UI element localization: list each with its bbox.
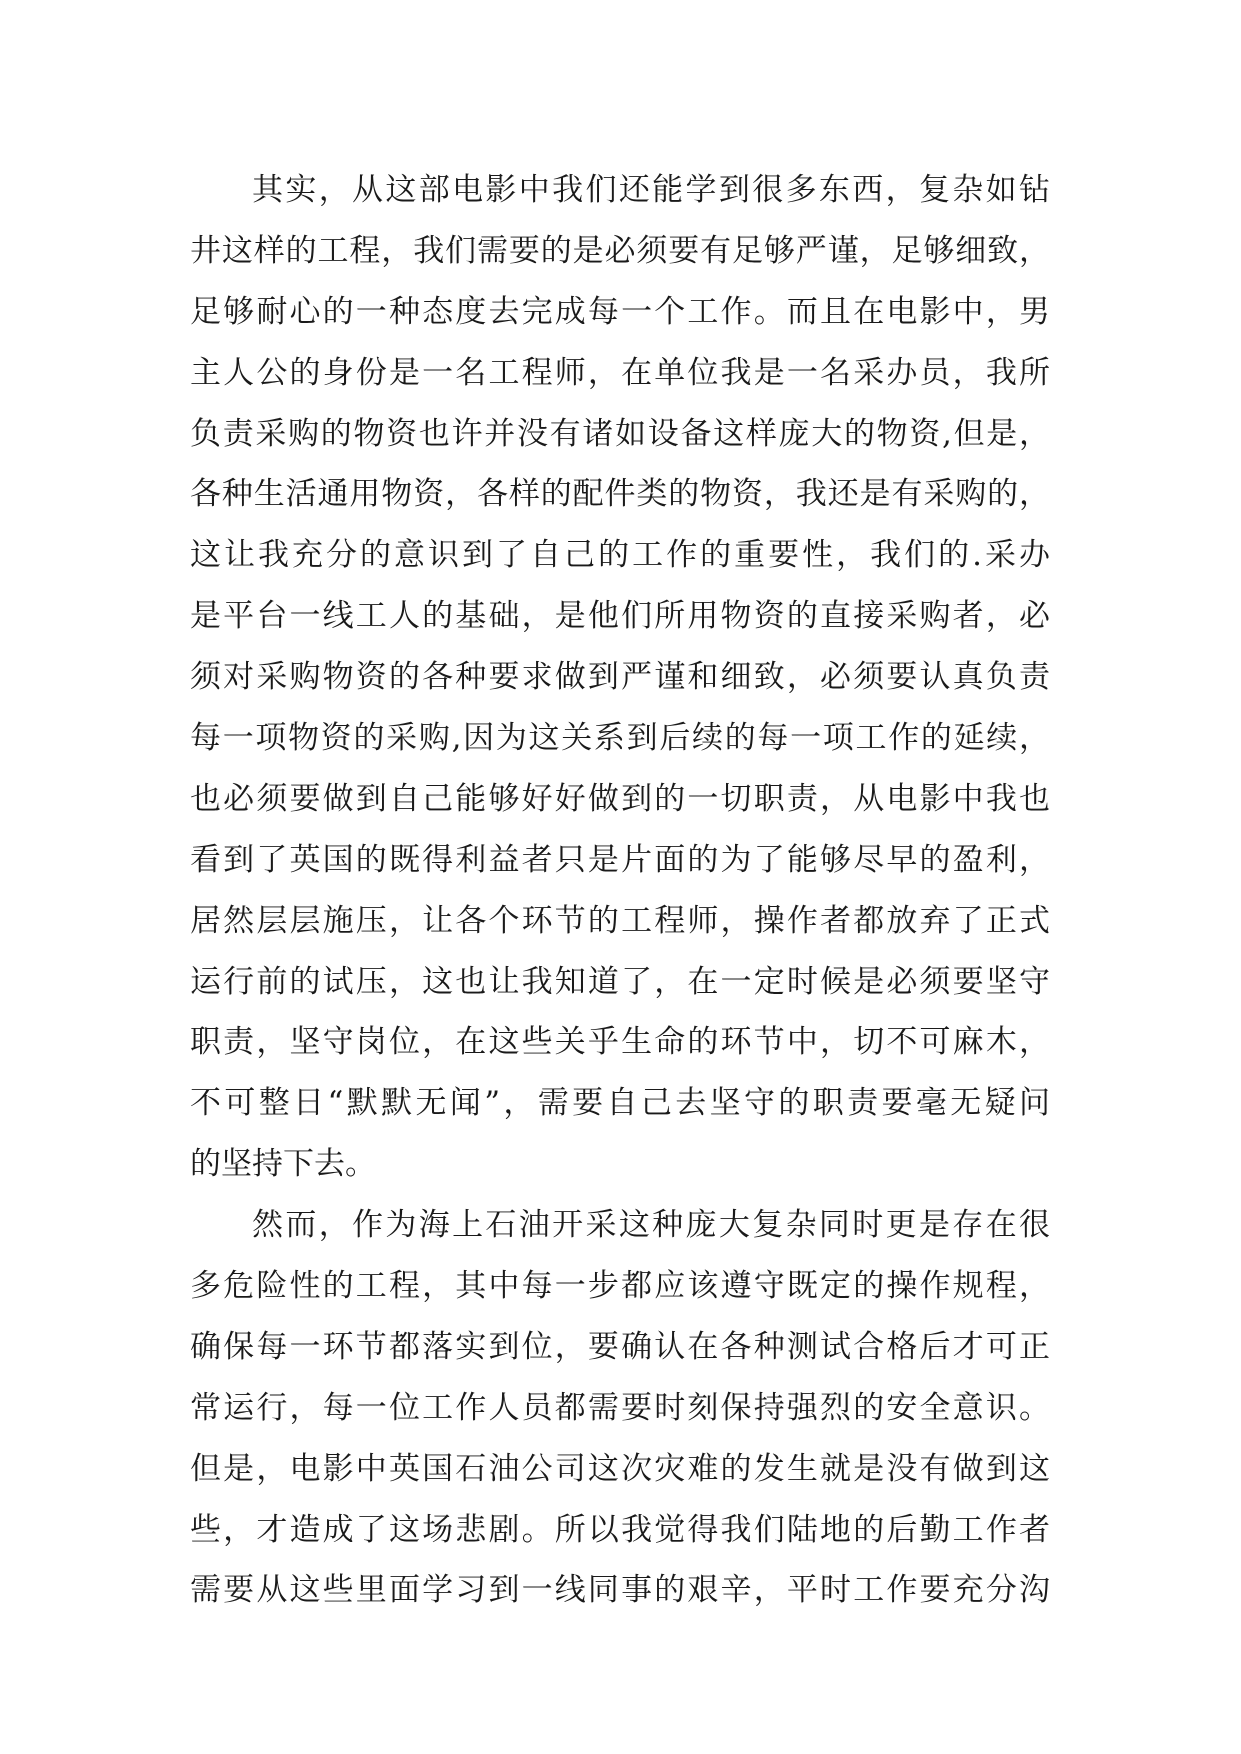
- text-line: 需要从这些里面学习到一线同事的艰辛，平时工作要充分沟: [190, 1572, 1050, 1609]
- text-line: 须对采购物资的各种要求做到严谨和细致，必须要认真负责: [190, 659, 1050, 696]
- text-line: 井这样的工程，我们需要的是必须要有足够严谨，足够细致，: [190, 232, 1050, 269]
- text-line: 运行前的试压，这也让我知道了，在一定时候是必须要坚守: [190, 963, 1050, 1000]
- text-line: 看到了英国的既得利益者只是片面的为了能够尽早的盈利，: [190, 841, 1050, 878]
- body-text: [190, 160, 1050, 1621]
- text-line: 每一项物资的采购,因为这关系到后续的每一项工作的延续，: [190, 720, 1050, 757]
- text-line: 其实，从这部电影中我们还能学到很多东西，复杂如钻: [252, 172, 1050, 208]
- text-line: 些，才造成了这场悲剧。所以我觉得我们陆地的后勤工作者: [190, 1511, 1050, 1548]
- text-line: 各种生活通用物资，各样的配件类的物资，我还是有采购的，: [190, 476, 1050, 513]
- text-line: 也必须要做到自己能够好好做到的一切职责，从电影中我也: [190, 780, 1050, 817]
- text-line: 足够耐心的一种态度去完成每一个工作。而且在电影中，男: [190, 293, 1050, 330]
- text-line: 的坚持下去。: [190, 1146, 376, 1183]
- text-line: 常运行，每一位工作人员都需要时刻保持强烈的安全意识。: [190, 1389, 1050, 1426]
- paragraph-1: [190, 160, 1050, 1195]
- text-line: 但是，电影中英国石油公司这次灾难的发生就是没有做到这: [190, 1450, 1050, 1487]
- text-line: 居然层层施压，让各个环节的工程师，操作者都放弃了正式: [190, 902, 1050, 939]
- text-line: 这让我充分的意识到了自己的工作的重要性，我们的.采办: [190, 537, 1050, 574]
- text-line: 主人公的身份是一名工程师，在单位我是一名采办员，我所: [190, 354, 1050, 391]
- text-line: 确保每一环节都落实到位，要确认在各种测试合格后才可正: [190, 1328, 1050, 1365]
- text-line: 不可整日“默默无闻”，需要自己去坚守的职责要毫无疑问: [190, 1085, 1050, 1122]
- text-line: 然而，作为海上石油开采这种庞大复杂同时更是存在很: [252, 1207, 1050, 1244]
- text-line: 是平台一线工人的基础，是他们所用物资的直接采购者，必: [190, 598, 1050, 635]
- text-line: 负责采购的物资也许并没有诸如设备这样庞大的物资,但是，: [190, 415, 1050, 452]
- paragraph-2: [190, 1195, 1050, 1621]
- text-line: 职责，坚守岗位，在这些关乎生命的环节中，切不可麻木，: [190, 1024, 1050, 1061]
- text-line: 多危险性的工程，其中每一步都应该遵守既定的操作规程，: [190, 1268, 1050, 1305]
